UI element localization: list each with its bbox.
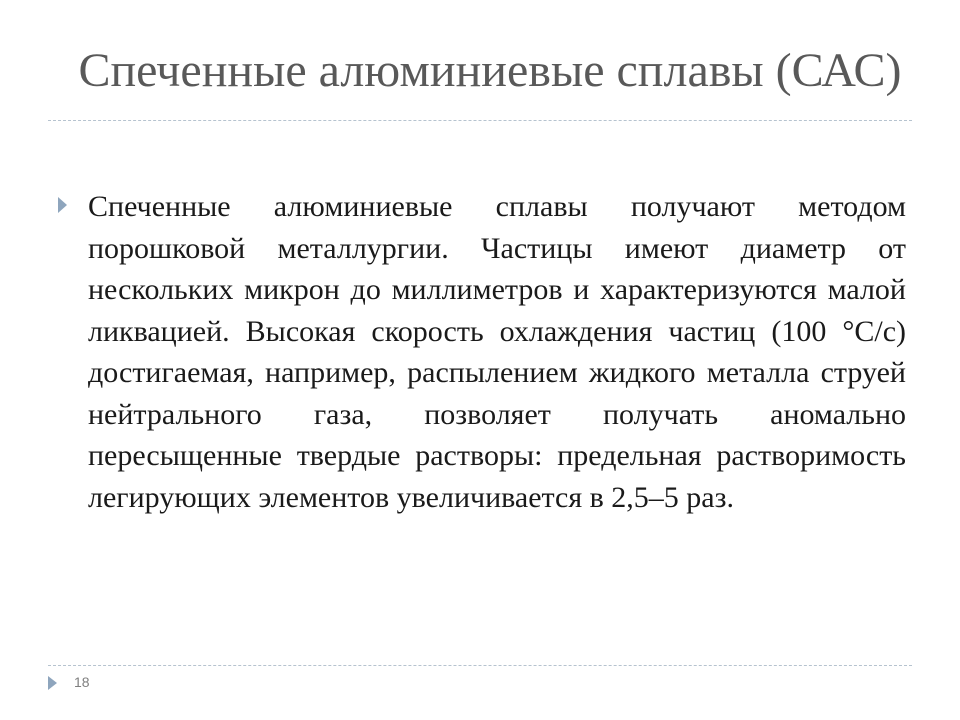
bullet-item — [56, 186, 906, 518]
title-divider — [48, 120, 912, 121]
footer-divider — [48, 665, 912, 666]
triangle-bullet-icon — [58, 197, 67, 213]
triangle-footer-icon — [48, 676, 57, 690]
page-number: 18 — [74, 674, 90, 690]
bullet-text: Спеченные алюминиевые сплавы получают методом порошковой металлургии. Частицы имеют диаметр от нескольких микрон до миллиметров и характеризуются малой ликвацией. Высокая скорость охлаждения частиц (100 °С/с) достигаемая, например, распылением жидкого металла струей нейтрального газа, позволяет получать аномально пересыщенные твердые растворы: предельная растворимость легирующих элементов увеличивается в 2,5–5 раз. — [88, 190, 906, 514]
slide-title: Спеченные алюминиевые сплавы (САС) — [78, 44, 902, 97]
slide-body — [56, 186, 906, 518]
